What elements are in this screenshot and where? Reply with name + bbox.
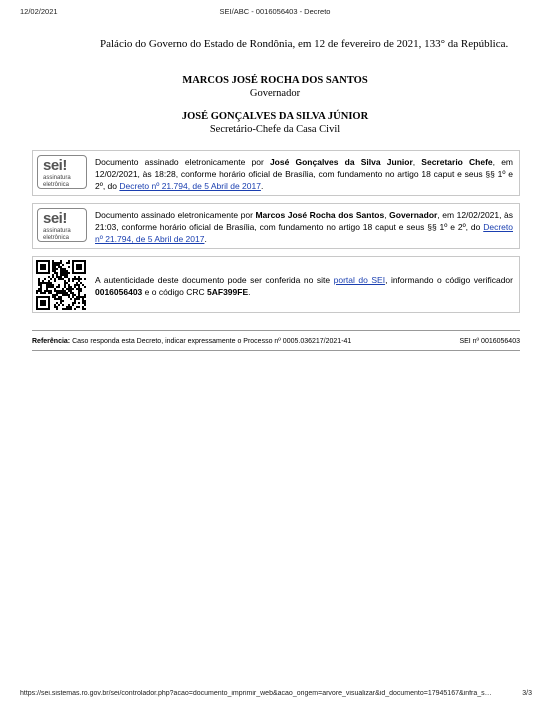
decree-link[interactable]: Decreto nº 21.794, de 5 Abril de 2017 — [95, 222, 513, 244]
sei-document-number: SEI nº 0016056403 — [459, 338, 520, 345]
print-url: https://sei.sistemas.ro.gov.br/sei/controlador.php?acao=documento_imprimir_web&acao_origem=arvore_visualizar&id_documento=17945167&infra_s… — [20, 690, 492, 697]
print-title: SEI/ABC - 0016056403 - Decreto — [219, 7, 331, 16]
signatory2-role: Secretário-Chefe da Casa Civil — [209, 124, 341, 135]
closing-line: Palácio do Governo do Estado de Rondônia, em 12 de fevereiro de 2021, 133° da República. — [100, 38, 509, 50]
signer-name: Marcos José Rocha dos Santos — [255, 210, 385, 220]
portal-sei-link[interactable]: portal do SEI — [333, 275, 386, 285]
signature-block-1 — [32, 150, 520, 196]
authenticity-text: A autenticidade deste documento pode ser conferida no site portal do SEI, informando o código verificador 0016056403 e o código CRC 5AF399FE. — [95, 275, 513, 297]
signer-name: José Gonçalves da Silva Junior — [269, 157, 413, 167]
crc-code: 5AF399FE — [207, 287, 249, 297]
signatory1-name: MARCOS JOSÉ ROCHA DOS SANTOS — [182, 75, 368, 86]
signatory1-role: Governador — [249, 88, 301, 99]
signature-block-2 — [32, 203, 520, 249]
print-date: 12/02/2021 — [20, 7, 58, 16]
signatory2-name: JOSÉ GONÇALVES DA SILVA JÚNIOR — [181, 111, 369, 122]
signer-role: Secretario Chefe — [421, 157, 493, 167]
signature-text-2: Documento assinado eletronicamente por Marcos José Rocha dos Santos, Governador, em 12/02/2021, às 21:03, conforme horário oficial de Brasília, com fundamento no artigo 18 caput e seus §§ 1º e 2º, do Decreto nº 21.794, de 5 Abril de 2017. — [95, 210, 514, 244]
authenticity-block — [32, 256, 520, 313]
decree-link[interactable]: Decreto nº 21.794, de 5 Abril de 2017 — [119, 181, 261, 191]
divider — [32, 330, 520, 331]
divider — [32, 350, 520, 351]
page-number: 3/3 — [522, 690, 532, 697]
reference-note: Referência: Caso responda esta Decreto, indicar expressamente o Processo nº 0005.036217/2021-41 — [32, 338, 352, 345]
verification-code: 0016056403 — [95, 287, 143, 297]
signer-role: Governador — [389, 210, 438, 220]
sei-signature-badge-icon: sei! assinatura eletrônica — [37, 155, 87, 189]
qr-code-icon — [36, 260, 86, 310]
signature-text-1: Documento assinado eletronicamente por José Gonçalves da Silva Junior, Secretario Chefe, em 12/02/2021, às 18:28, conforme horário oficial de Brasília, com fundamento no artigo 18 caput e seus §§ 1º e 2º, do Decreto nº 21.794, de 5 Abril de 2017. — [95, 157, 514, 191]
sei-signature-badge-icon: sei! assinatura eletrônica — [37, 208, 87, 242]
